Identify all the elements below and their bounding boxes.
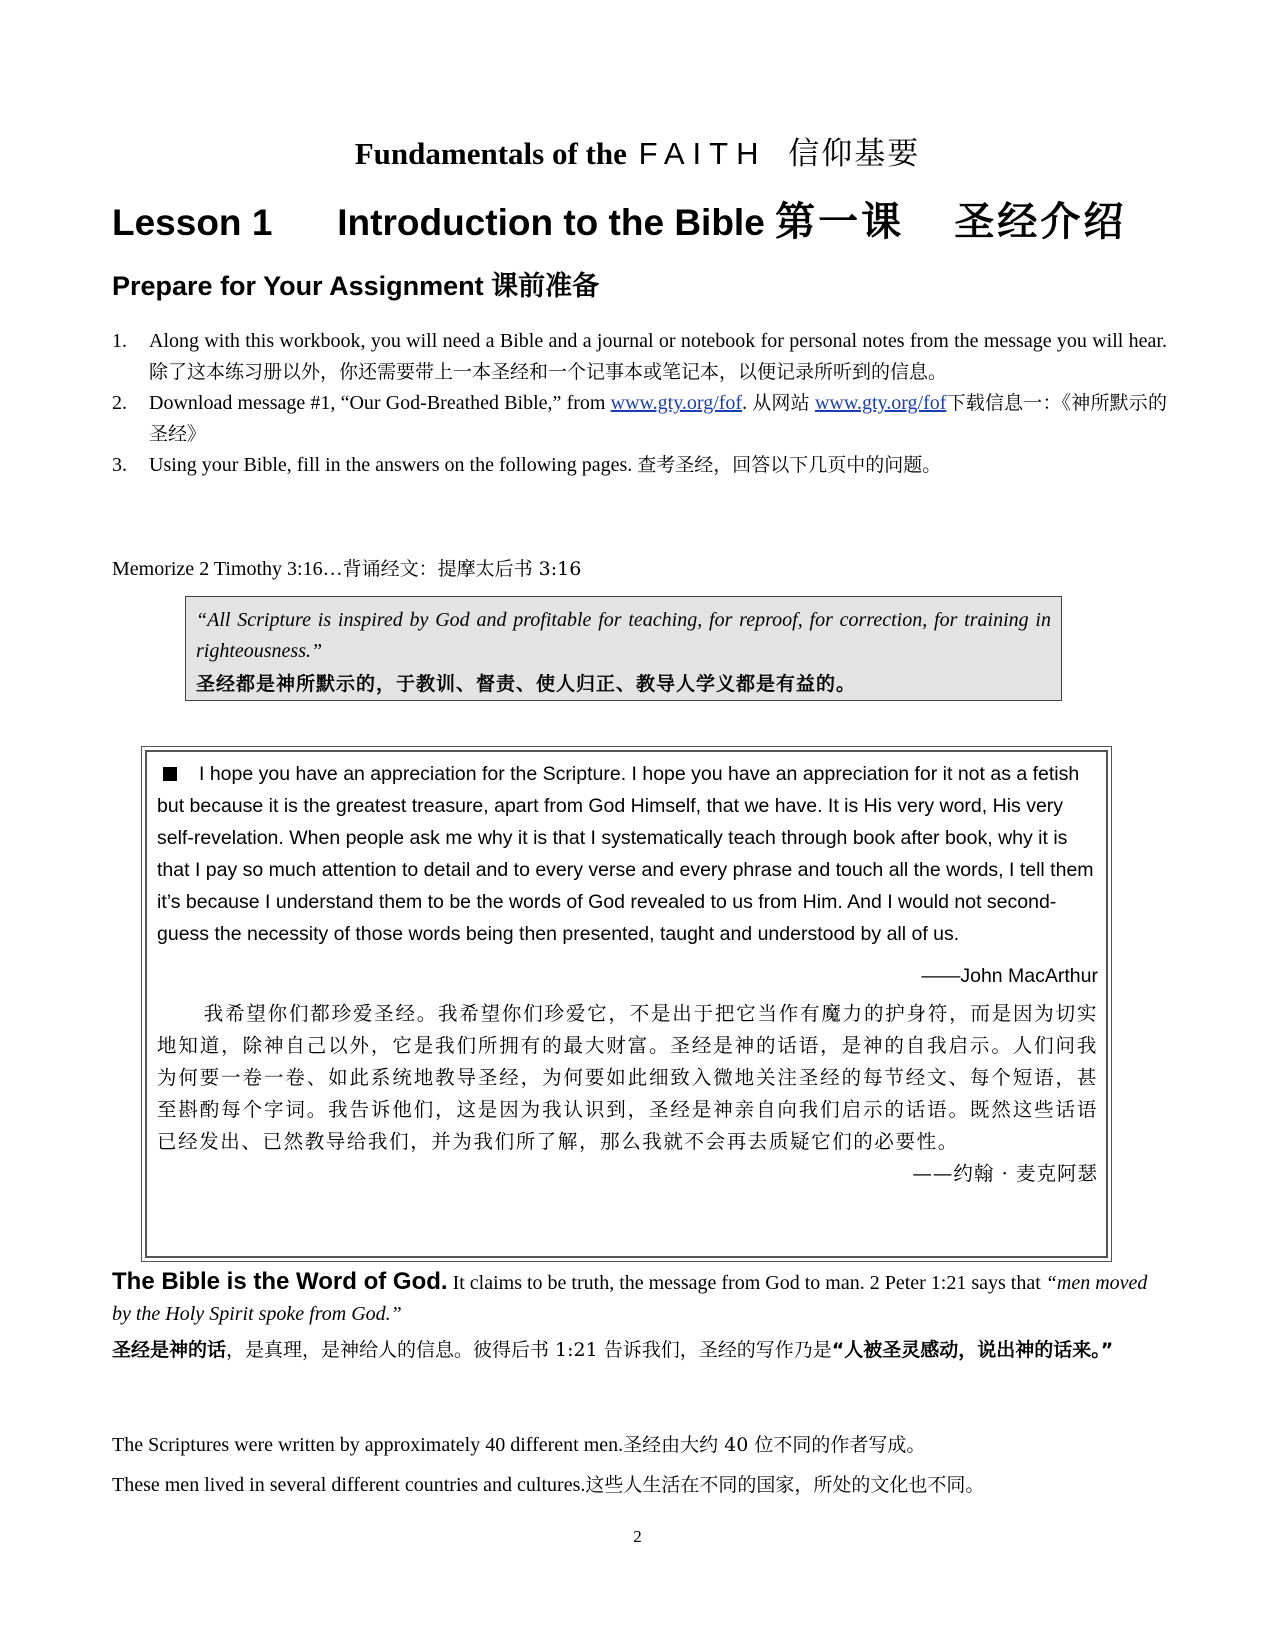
step-number: 3. <box>112 454 127 476</box>
step-text-zh: 查考圣经，回答以下几页中的问题。 <box>637 454 942 476</box>
step-text-zh: 从网站 <box>752 392 810 414</box>
step-text-zh: 除了这本练习册以外，你还需要带上一本圣经和一个记事本或笔记本，以便记录所听到的信息。 <box>149 361 948 383</box>
quote-en-paragraph <box>157 758 1098 950</box>
bible-word-paragraph <box>112 1266 1167 1330</box>
lesson-title-zh-2: 圣经介绍 <box>954 198 1127 245</box>
fact-zh: 圣经由大约 40 位不同的作者写成。 <box>623 1434 926 1456</box>
memorize-en: Memorize 2 Timothy 3:16… <box>112 558 343 580</box>
page-number: 2 <box>633 1527 642 1546</box>
quote-zh-text: 我希望你们都珍爱圣经。我希望你们珍爱它，不是出于把它当作有魔力的护身符，而是因为切实地知道，除神自己以外，它是我们所拥有的最大财富。圣经是神的话语，是神的自我启示。人们问我为何要一卷一卷、如此系统地教导圣经，为何要如此细致入微地关注圣经的每节经文、每个短语，甚至斟酌每个字词。我告诉他们，这是因为我认识到，圣经是神亲自向我们启示的话语。既然这些话语已经发出、已然教导给我们，并为我们所了解，那么我就不会再去质疑它们的必要性。 <box>157 1002 1098 1153</box>
step-text-en: Using your Bible, fill in the answers on the following pages. <box>149 454 633 476</box>
quote-author-zh: ——约翰 · 麦克阿瑟 <box>912 1162 1098 1185</box>
memorize-zh: 背诵经文：提摩太后书 3:16 <box>342 558 582 580</box>
step-text-en-end: . <box>742 392 748 414</box>
memorize-line <box>112 554 581 581</box>
quote-en-text: I hope you have an appreciation for the Scripture. I hope you have an appreciation for it not as a fetish but because it is the greatest treasure, apart from God Himself, that we have. It is His very word, His very self-revelation. When people ask me why it is that I systematically teach through book after book, why it is that I pay so much attention to detail and to every verse and every phrase and touch all the words, I tell them it’s because I understand them to be the words of God revealed to us from Him. And I would not second-guess the necessity of those words being then presented, taught and understood by all of us. <box>157 763 1094 945</box>
memory-verse-box <box>185 596 1062 701</box>
series-title-zh: 信仰基要 <box>788 136 921 172</box>
step-text-zh-end: 下载信息一：《神所默示的圣经》 <box>149 392 1167 445</box>
series-title <box>0 128 1275 173</box>
memory-verse-en: “All Scripture is inspired by God and profitable for teaching, for reproof, for correction, for training in righteousness.” <box>196 609 1051 662</box>
bible-word-quote-zh: “人被圣灵感动，说出神的话来。” <box>831 1339 1114 1361</box>
step-item <box>112 326 1167 388</box>
memory-verse-zh: 圣经都是神所默示的，于教训、督责、使人归正、教导人学义都是有益的。 <box>196 673 857 695</box>
step-item <box>112 450 1167 481</box>
step-text-en: Download message #1, “Our God-Breathed Bible,” from <box>149 392 606 414</box>
bible-word-text-zh: ，是真理，是神给人的信息。彼得后书 1:21 告诉我们，圣经的写作乃是 <box>226 1339 832 1361</box>
prepare-heading <box>112 264 599 303</box>
bible-word-heading-zh: 圣经是神的话 <box>112 1339 227 1361</box>
step-number: 1. <box>112 330 127 352</box>
step-item <box>112 388 1167 450</box>
prepare-heading-zh: 课前准备 <box>491 271 600 302</box>
bible-word-text: It claims to be truth, the message from God to man. 2 Peter 1:21 says that <box>452 1272 1041 1294</box>
prepare-heading-en: Prepare for Your Assignment <box>112 271 484 301</box>
square-bullet-icon <box>163 767 177 781</box>
fact-zh: 这些人生活在不同的国家，所处的文化也不同。 <box>585 1474 985 1496</box>
lesson-title <box>112 190 1126 247</box>
series-title-en: Fundamentals of the <box>354 136 627 171</box>
fact-line <box>112 1430 1212 1457</box>
bible-word-quote: “men moved by the Holy Spirit spoke from God.” <box>112 1272 1148 1325</box>
macarthur-quote-box <box>141 746 1112 1262</box>
lesson-title-zh-1: 第一课 <box>775 198 905 245</box>
fact-line <box>112 1470 1212 1497</box>
macarthur-quote-inner <box>145 750 1108 1258</box>
assignment-steps <box>112 326 1167 481</box>
lesson-number: Lesson 1 <box>112 202 273 243</box>
series-title-faith: FAITH <box>638 136 767 171</box>
gty-link-zh[interactable]: www.gty.org/fof <box>814 392 947 414</box>
bible-word-heading: The Bible is the Word of God. <box>112 1268 448 1295</box>
fact-en: The Scriptures were written by approximately 40 different men. <box>112 1434 624 1456</box>
lesson-title-en: Introduction to the Bible <box>337 202 765 243</box>
step-text-en: Along with this workbook, you will need a Bible and a journal or notebook for personal notes from the message you will hear. <box>149 330 1167 352</box>
step-number: 2. <box>112 392 127 414</box>
bible-word-paragraph-zh <box>112 1335 1167 1366</box>
quote-author-en: ——John MacArthur <box>921 965 1098 987</box>
gty-link[interactable]: www.gty.org/fof <box>610 392 743 414</box>
fact-en: These men lived in several different countries and cultures. <box>112 1474 586 1496</box>
